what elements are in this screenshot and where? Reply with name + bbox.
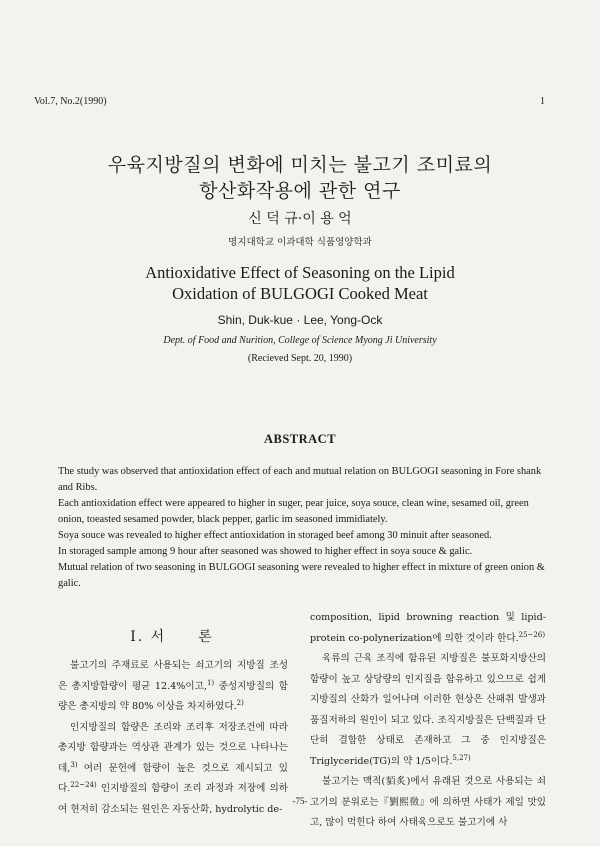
department-en: Dept. of Food and Nurition, College of Science Myong Ji University [163, 335, 437, 346]
authors-ko: 신 덕 규·이 용 억 [248, 211, 352, 227]
authors-en: Shin, Duk-kue · Lee, Yong-Ock [217, 313, 383, 327]
journal-volume: Vol.7, No.2(1990) [34, 96, 107, 107]
title-ko-line-1: 우육지방질의 변화에 미치는 불고기 조미료의 [107, 154, 493, 176]
abstract-heading: ABSTRACT [263, 432, 337, 446]
page-number: 1 [540, 96, 545, 107]
abstract-paragraph: In storaged sample among 9 hour after seasoned was showed to higher effect in soya souce & galic. [58, 546, 473, 557]
intro-paragraph-2: 인지방질의 함량은 조리와 조리후 저장조건에 따라 총지방 함량과는 역상관 관계가 있는 것으로 나타나는데,$^{3)}$ 여러 문헌에 함량이 높은 것으로 제시되고 있다.$^{22\sim 24)}$ 인지방질의 함량이 조리 과정과 저장에 의하여 현저히 감소되는 원인은 자동산화, hydrolytic de- [58, 721, 288, 815]
received-date: (Recieved Sept. 20, 1990) [247, 353, 353, 364]
title-en-line-2: Oxidation of BULGOGI Cooked Meat [172, 284, 428, 303]
right-paragraph-3: 불고기는 맥적(貊炙)에서 유래된 것으로 사용되는 쇠고기의 분위로는『劉熙徵』에 의하면 사태가 제일 맛있고, 많이 먹힌다 하여 사태육으로도 불고기에 사 [310, 776, 546, 828]
intro-paragraph-1: 불고기의 주재료로 사용되는 쇠고기의 지방질 조성은 총지방함량이 평균 12.4%이고,$^{1)}$ 중성지방질의 함량은 총지방의 약 80% 이상을 차지하였다.$^{2)}$ [58, 660, 288, 712]
abstract-paragraph: Mutual relation of two seasoning in BULGOGI seasoning were revealed to higher effect in mixture of green onion & galic. [58, 562, 545, 589]
section-heading-introduction: I. 서 론 [130, 629, 214, 645]
affiliation-ko: 명지대학교 이과대학 식품영양학과 [228, 237, 372, 248]
abstract-paragraph: Soya souce was revealed to higher effect antioxidation in storaged beef among 30 minuit after seasoned. [58, 530, 492, 541]
title-ko-line-2: 항산화작용에 관한 연구 [199, 180, 401, 202]
abstract-body [58, 464, 548, 592]
page-footer-number: -75- [292, 796, 308, 806]
abstract-paragraph: Each antioxidation effect were appeared to higher in suger, pear juice, soya souce, clean wine, sesamed oil, green onion, toeasted sesamed powder, black pepper, garlic im seasoned immidiately. [58, 498, 529, 525]
title-en-line-1: Antioxidative Effect of Seasoning on the Lipid [145, 263, 455, 282]
abstract-paragraph: The study was observed that antioxidation effect of each and mutual relation on BULGOGI seasoning in Fore shank and Ribs. [58, 466, 542, 493]
right-paragraph-2: 육류의 근육 조직에 함유된 지방질은 불포화지방산의 함량이 높고 상당량의 인지질을 함유하고 있으므로 쉽게 지방질의 산화가 일어나며 이러한 현상은 산패취 발생과 품질저하의 원인이 되고 있다. 조직지방질은 단백질과 단단히 결합한 상태로 존재하고 그 중 인지방질은 Triglyceride(TG)의 약 1/5이다.$^{5,27)}$ [310, 653, 546, 767]
right-paragraph-1: composition, lipid browning reaction 및 lipid-protein co-polynerization에 의한 것이라 한다.$^{25\sim 26)}$ [310, 612, 546, 644]
